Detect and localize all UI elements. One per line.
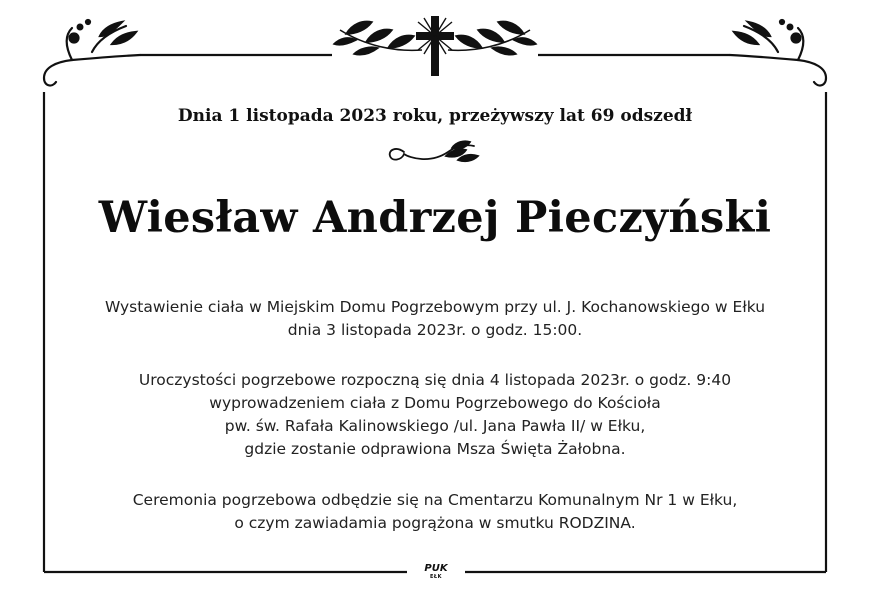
paragraph-line: wyprowadzeniem ciała z Domu Pogrzebowego do Kościoła	[209, 394, 661, 412]
corner-scroll-icon	[730, 20, 826, 85]
corner-scroll-icon	[44, 20, 140, 85]
logo-main-text: PUK	[424, 563, 448, 574]
puk-logo	[414, 564, 458, 580]
paragraph-line: Uroczystości pogrzebowe rozpoczną się dnia 4 listopada 2023r. o godz. 9:40	[138, 371, 732, 389]
paragraph-line: dnia 3 listopada 2023r. o godz. 15:00.	[287, 321, 583, 339]
paragraph-line: o czym zawiadamia pogrążona w smutku RODZINA.	[234, 514, 636, 532]
burial-paragraph	[40, 489, 830, 535]
cross-icon	[416, 16, 454, 76]
deceased-name: Wiesław Andrzej Pieczyński	[98, 193, 772, 243]
laurel-branch-icon	[334, 22, 422, 55]
paragraph-line: gdzie zostanie odprawiona Msza Święta Żałobna.	[244, 440, 626, 458]
viewing-paragraph	[40, 296, 830, 342]
paragraph-line: Wystawienie ciała w Miejskim Domu Pogrzebowym przy ul. J. Kochanowskiego w Ełku	[104, 298, 766, 316]
logo-sub-text: EŁK	[429, 574, 442, 580]
paragraph-line: Ceremonia pogrzebowa odbędzie się na Cmentarzu Komunalnym Nr 1 w Ełku,	[132, 491, 738, 509]
laurel-branch-icon	[448, 22, 536, 55]
vine-divider-icon	[390, 141, 478, 161]
paragraph-line: pw. św. Rafała Kalinowskiego /ul. Jana Pawła II/ w Ełku,	[224, 417, 646, 435]
death-date-line: Dnia 1 listopada 2023 roku, przeżywszy lat 69 odszedł	[177, 106, 693, 126]
ceremony-paragraph	[40, 369, 830, 461]
